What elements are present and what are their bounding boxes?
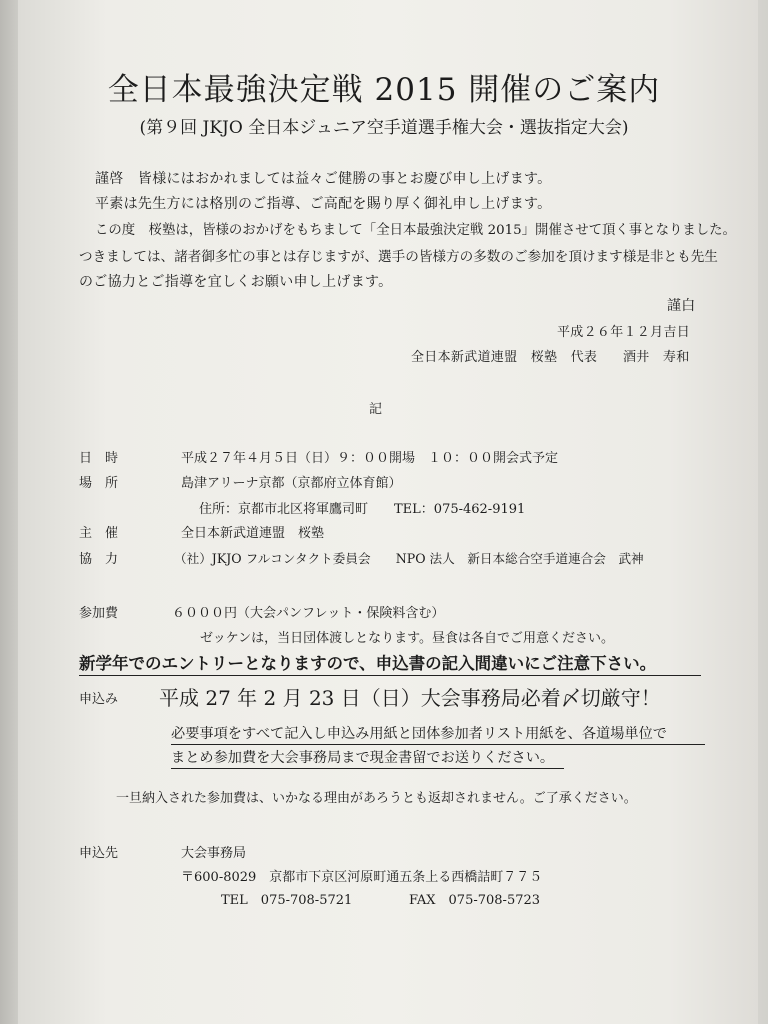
contact-label: 申込先: [79, 846, 119, 861]
venue-label: 場 所: [79, 476, 119, 491]
contact-fax: FAX 075-708-5723: [409, 893, 541, 908]
greeting-line-2: 平素は先生方には格別のご指導、ご高配を賜り厚く御礼申し上げます。: [95, 196, 552, 212]
coop-label: 協 力: [79, 552, 119, 567]
closing-org: 全日本新武道連盟 桜塾 代表: [411, 350, 598, 365]
address-value: 住所：京都市北区将軍鷹司町 TEL：075-462-9191: [199, 502, 526, 517]
application-deadline: 平成 27 年 2 月 23 日（日）大会事務局必着〆切厳守！: [159, 686, 661, 710]
contact-postal: 〒600-8029 京都市下京区河原町通五条上る西橋詰町７７５: [181, 870, 543, 885]
document-subtitle: (第９回 JKJO 全日本ジュニア空手道選手権大会・選抜指定大会): [139, 118, 629, 138]
application-instruction-2: まとめ参加費を大会事務局まで現金書留でお送りください。: [171, 747, 564, 769]
greeting-line-1: 謹啓 皆様にはおかれましては益々ご健勝の事とお慶び申し上げます。: [95, 171, 552, 187]
greeting-line-4: つきましては、諸者御多忙の事とは存じますが、選手の皆様方の多数のご参加を頂けます様是非とも先生: [79, 249, 718, 265]
fee-note: ゼッケンは，当日団体渡しとなります。昼食は各自でご用意ください。: [200, 631, 615, 646]
coop-value: （社）JKJO フルコンタクト委員会 NPO 法人 新日本総合空手道連合会 武神: [174, 551, 644, 566]
document-title: 全日本最強決定戦 2015 開催のご案内: [107, 72, 661, 108]
application-label: 申込み: [79, 692, 119, 707]
contact-office: 大会事務局: [181, 846, 247, 861]
date-label: 日 時: [79, 451, 119, 466]
entry-notice: 新学年でのエントリーとなりますので、申込書の記入間違いにご注意下さい。: [79, 650, 701, 676]
refund-note: 一旦納入された参加費は、いかなる理由があろうとも返却されません。ご了承ください。: [116, 791, 637, 806]
fee-label: 参加費: [79, 606, 119, 621]
greeting-line-5: のご協力とご指導を宜しくお願い申し上げます。: [79, 274, 393, 290]
closing-kinpaku: 謹白: [667, 298, 696, 314]
fee-value: ６０００円（大会パンフレット・保険料含む）: [172, 606, 445, 621]
contact-tel: TEL 075-708-5721: [221, 893, 353, 908]
venue-value: 島津アリーナ京都（京都府立体育館）: [181, 476, 402, 491]
closing-date: 平成２６年１２月吉日: [557, 325, 691, 340]
closing-name: 酒井 寿和: [623, 350, 690, 365]
host-value: 全日本新武道連盟 桜塾: [181, 526, 325, 541]
greeting-line-3: この度 桜塾は，皆様のおかげをもちまして「全日本最強決定戦 2015」開催させて頂く事となりました。: [95, 223, 736, 238]
host-label: 主 催: [79, 526, 119, 541]
date-value: 平成２７年４月５日（日）９：００開場 １０：００開会式予定: [181, 451, 559, 466]
application-instruction-1: 必要事項をすべて記入し申込み用紙と団体参加者リスト用紙を、各道場単位で: [171, 723, 705, 745]
ki-heading: 記: [369, 402, 383, 417]
